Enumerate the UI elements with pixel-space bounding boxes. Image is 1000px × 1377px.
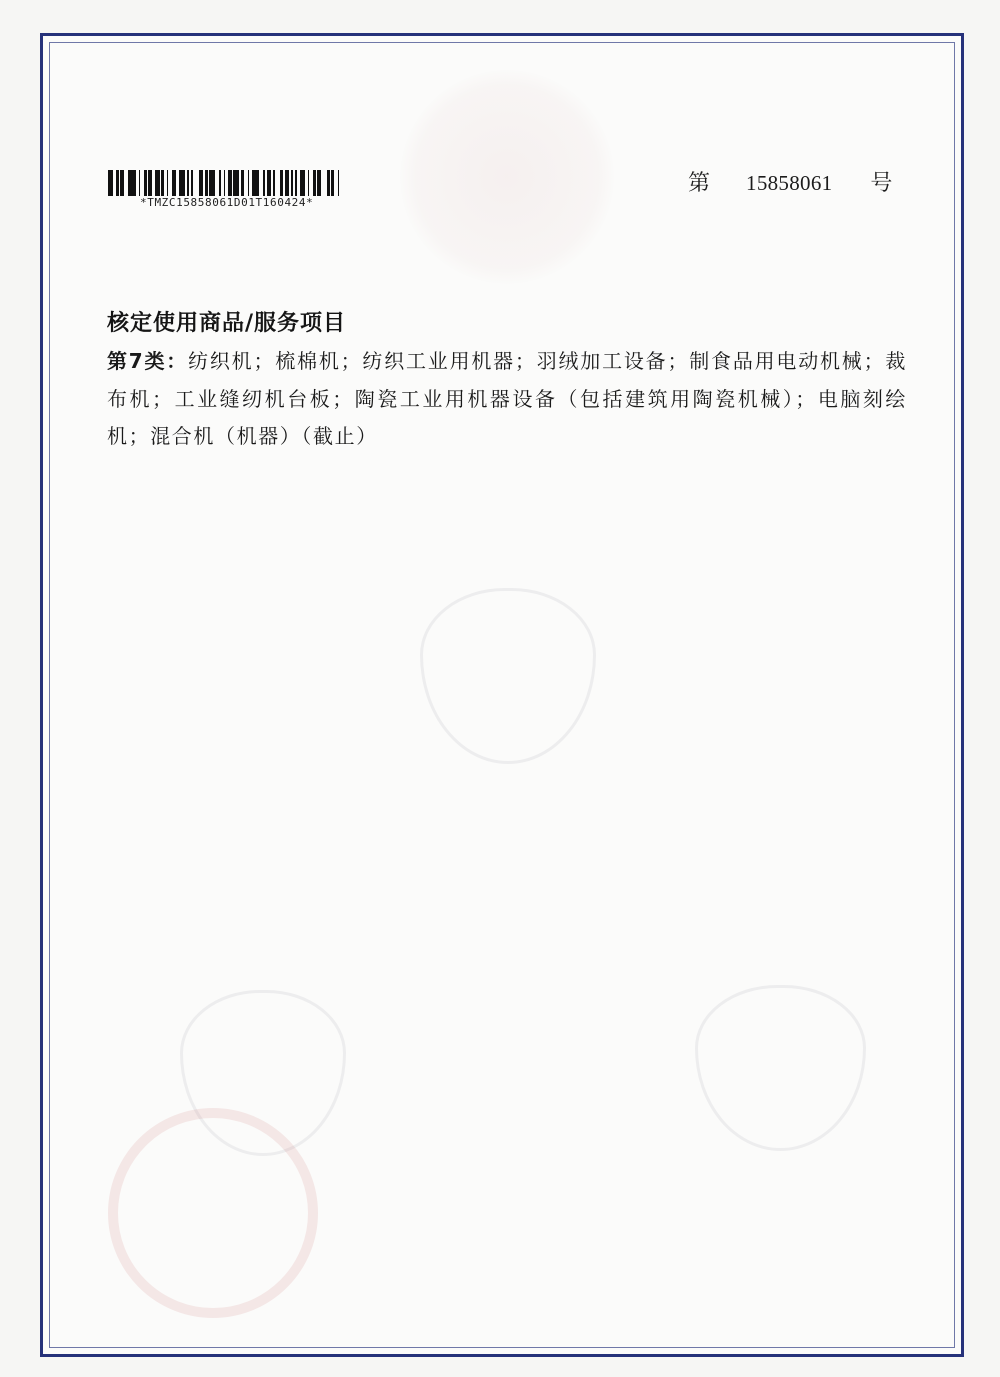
barcode-text: *TMZC15858061D01T160424* <box>140 196 314 209</box>
registration-number-value: 15858061 <box>746 171 833 195</box>
registration-prefix: 第 <box>688 171 711 196</box>
goods-items: 纺织机；梳棉机；纺织工业用机器；羽绒加工设备；制食品用电动机械；裁布机；工业缝纫机台板；陶瓷工业用机器设备（包括建筑用陶瓷机械）；电脑刻绘机；混合机（机器）（截止） <box>107 349 907 448</box>
barcode <box>108 170 342 196</box>
barcode-bar <box>179 170 186 196</box>
barcode-bar <box>252 170 259 196</box>
goods-list <box>107 343 907 456</box>
goods-class-label: 第7类： <box>107 349 189 373</box>
barcode-bar <box>128 170 136 196</box>
registration-suffix: 号 <box>870 171 893 196</box>
emblem-watermark <box>400 70 614 284</box>
barcode-bar <box>339 170 342 196</box>
registration-number <box>688 166 892 197</box>
goods-heading: 核定使用商品/服务项目 <box>107 311 347 336</box>
red-seal-watermark <box>108 1108 318 1318</box>
